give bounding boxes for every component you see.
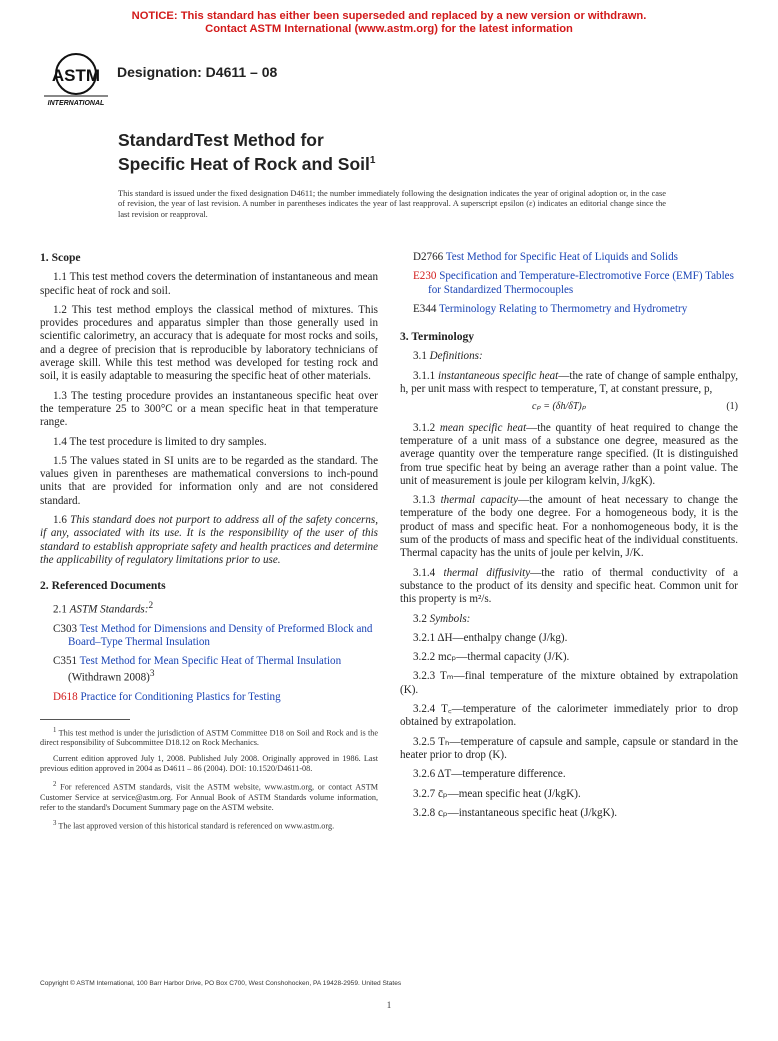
def-3-1-1: 3.1.1 instantaneous specific heat—the rate of change of sample enthalpy, h, per unit mass with respect to temperature, T, at constant pressure, p,: [400, 369, 738, 396]
right-column: [400, 251, 738, 826]
symbol-3-2-3: 3.2.3 Tₘ—final temperature of the mixture obtained by extrapolation (K).: [400, 670, 738, 696]
ref-d618[interactable]: D618 Practice for Conditioning Plastics for Testing: [53, 691, 281, 704]
section-scope-heading: 1. Scope: [40, 251, 81, 264]
def-3-1-3: 3.1.3 thermal capacity—the amount of heat necessary to change the temperature of the body one degree. For a homogeneous body, it is the product of mass and specific heat. For a nonhomogeneous body, it is the sum of the products of mass and specific heat of the individual constituents. Thermal capacity has the units of joule per kelvin, J/K.: [400, 494, 738, 560]
symbols-label: 3.2 Symbols:: [413, 612, 471, 625]
para-1-2: 1.2 This test method employs the classical method of mixtures. This provides procedures and apparatus simpler than those generally used in scientific calorimetry, an accuracy that is adequate for most rocks and soils, and a degree of precision that is reproducible by laboratory technicians of average skill. While this test method was developed for testing rock and soil, it is easily adaptable to measuring the specific heat of other materials.: [40, 303, 378, 383]
copyright-footer: Copyright © ASTM International, 100 Barr Harbor Drive, PO Box C700, West Conshohocken, PA 19428-2959. United States: [40, 980, 402, 987]
para-1-3: 1.3 The testing procedure provides an instantaneous specific heat over the temperature 25 to 300°C or a mean specific heat in that temperature range.: [40, 389, 378, 429]
footnote-divider: [40, 719, 130, 720]
designation: Designation: D4611 – 08: [117, 64, 278, 80]
symbol-3-2-7: 3.2.7 c̄ₚ—mean specific heat (J/kgK).: [413, 787, 581, 800]
left-column: [40, 251, 378, 837]
ref-d2766[interactable]: D2766 Test Method for Specific Heat of Liquids and Solids: [413, 251, 678, 263]
def-3-1-4: 3.1.4 thermal diffusivity—the ratio of thermal conductivity of a substance to the product of its density and specific heat. Common unit for this property is m²/s.: [400, 566, 738, 606]
svg-text:INTERNATIONAL: INTERNATIONAL: [47, 100, 105, 107]
symbol-3-2-8: 3.2.8 cₚ—instantaneous specific heat (J/kgK).: [413, 806, 618, 819]
para-1-6: 1.6 This standard does not purport to address all of the safety concerns, if any, associated with its use. It is the responsibility of the user of this standard to establish appropriate safety and health practices and determine the applicability of regulatory limitations prior to use.: [40, 514, 379, 566]
astm-standards-label: 2.1 ASTM Standards:$^2$: [53, 600, 154, 616]
notice-line-1: NOTICE: This standard has either been superseded and replaced by a new version or withdrawn.: [131, 10, 647, 22]
section-terminology-heading: 3. Terminology: [400, 330, 475, 344]
ref-c351[interactable]: C351 Test Method for Mean Specific Heat of Thermal Insulation (Withdrawn 2008)$^3$: [53, 655, 342, 685]
footnote-3: $^3$ The last approved version of this historical standard is referenced on www.astm.org.: [53, 819, 335, 831]
symbol-3-2-6: 3.2.6 ΔT—temperature difference.: [413, 768, 566, 781]
symbol-3-2-2: 3.2.2 mcₚ—thermal capacity (J/K).: [413, 651, 570, 664]
footnote-1-edition: Current edition approved July 1, 2008. Published July 2008. Originally approved in 1986. Last previous edition approved in 2004 as D4611 – 86 (2004). DOI: 10.1520/D4611-08.: [40, 754, 378, 774]
ref-c303[interactable]: C303 Test Method for Dimensions and Density of Preformed Block and Board–Type Thermal Insulation: [53, 622, 373, 648]
ref-e344[interactable]: E344 Terminology Relating to Thermometry and Hydrometry: [413, 302, 688, 315]
footnote-2: $^2$ For referenced ASTM standards, visit the ASTM website, www.astm.org, or contact ASTM Customer Service at service@astm.org. For Annual Book of ASTM Standards volume information, refer to the standard's Document Summary page on the ASTM website.: [40, 781, 378, 812]
section-refdocs-heading: 2. Referenced Documents: [40, 579, 166, 593]
notice-line-2: Contact ASTM International (www.astm.org) for the latest information: [205, 23, 573, 35]
equation-1: cₚ = (δh/δT)ₚ (1): [532, 401, 738, 413]
def-3-1-2: 3.1.2 mean specific heat—the quantity of heat required to change the temperature of a unit mass of a substance one degree, measured as the average quantity over the temperature range specified. (It is distinguished from true specific heat by being an average rather than a point value. The unit of measurement is joule per kilogram kelvin, J/kgK).: [400, 421, 738, 487]
para-1-5: 1.5 The values stated in SI units are to be regarded as the standard. The values given in parentheses are mathematical conversions to inch-pound units that are provided for information only and are not considered standard.: [40, 454, 378, 507]
title-line-1: StandardTest Method for: [118, 130, 324, 150]
standard-intro: This standard is issued under the fixed designation D4611; the number immediately following the designation indicates the year of original adoption or, in the case of revision, the year of last revision. A number in parentheses indicates the year of last reapproval. A superscript epsilon (ε) indicates an editorial change since the last revision or reapproval.: [118, 189, 666, 219]
symbol-3-2-4: 3.2.4 T꜀—temperature of the calorimeter immediately prior to drop obtained by extrapolation.: [400, 703, 738, 729]
definitions-label: 3.1 Definitions:: [413, 350, 483, 363]
svg-text:ASTM: ASTM: [51, 66, 101, 85]
supersede-notice: [0, 10, 778, 36]
para-1-4: 1.4 The test procedure is limited to dry samples.: [53, 435, 267, 448]
title-line-2: Specific Heat of Rock and Soil$^1$: [118, 153, 376, 174]
page-number: 1: [386, 1000, 392, 1010]
footnote-1: $^1$ This test method is under the jurisdiction of ASTM Committee D18 on Soil and Rock and is the direct responsibility of Subcommittee D18.12 on Rock Mechanics.: [40, 726, 378, 748]
symbol-3-2-5: 3.2.5 Tₕ—temperature of capsule and sample, capsule or standard in the heater prior to drop (K).: [400, 735, 738, 761]
para-1-1: 1.1 This test method covers the determination of instantaneous and mean specific heat of rock and soil.: [40, 271, 378, 297]
document-title: [118, 131, 375, 174]
symbol-3-2-1: 3.2.1 ΔH—enthalpy change (J/kg).: [413, 631, 568, 644]
ref-e230[interactable]: E230 Specification and Temperature-Electromotive Force (EMF) Tables for Standardized Thermocouples: [413, 270, 734, 296]
astm-logo: [40, 52, 112, 108]
